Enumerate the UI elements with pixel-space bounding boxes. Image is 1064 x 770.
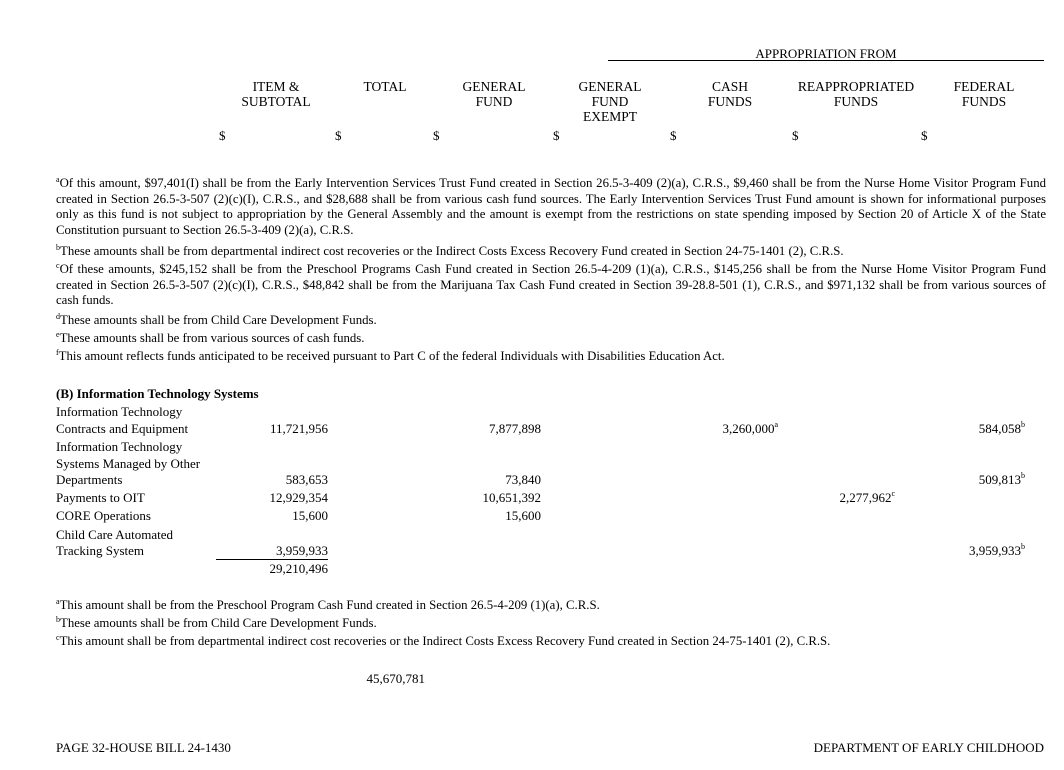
dollar-sign-gfe: $ [553, 128, 560, 143]
footnote-a: $^a$Of this amount, $97,401(I) shall be from the Early Intervention Services Trust Fund created in Section 26.5-3-409 (2)(a), C.R.S., $9,460 shall be from the Nurse Home Visitor Program Fund created in Section 26.5-3-507 (2)(c)(I), C.R.S., and $28,688 shall be from various cash fund sources. The Early Intervention Services Trust Fund amount is shown for informational purposes only as this fund is not subject to appropriation by the General Assembly and the amount is exempt from the restrictions on state spending imposed by Section 20 of Article X of the State Constitution pursuant to Section 26.5-3-409 (2)(a), C.R.S. [56, 175, 1046, 237]
header-item-subtotal: ITEM & SUBTOTAL [241, 79, 311, 109]
header-reappropriated-funds: REAPPROPRIATED FUNDS [797, 79, 915, 109]
grand-total: 45,670,781 [366, 671, 425, 686]
it-other-item-amount: 583,653 [285, 472, 328, 487]
footnote-b-c: $^c$This amount shall be from departmental indirect cost recoveries or the Indirect Costs Excess Recovery Fund created in Section 24-75-1401 (2), C.R.S. [56, 633, 831, 648]
payments-oit-item-amount: 12,929,354 [269, 490, 328, 505]
footnote-d: $^d$These amounts shall be from Child Care Development Funds. [56, 312, 377, 327]
dollar-sign-reapp: $ [792, 128, 799, 143]
it-contracts-general-amount: 7,877,898 [489, 421, 541, 436]
appropriation-rule [608, 60, 1044, 61]
it-contracts-federal-amount: 584,058$^b$ [978, 420, 1025, 436]
section-b-subtotal: 29,210,496 [269, 561, 328, 576]
appropriation-from-heading: APPROPRIATION FROM [755, 46, 897, 61]
row-label-it-other-line1: Information Technology [56, 439, 183, 454]
dollar-sign-general: $ [433, 128, 440, 143]
header-federal-funds: FEDERAL FUNDS [953, 79, 1015, 109]
dollar-sign-item: $ [219, 128, 226, 143]
it-other-federal-amount: 509,813$^b$ [978, 471, 1025, 487]
header-general-fund: GENERAL FUND [462, 79, 526, 109]
footnote-b-a: $^a$This amount shall be from the Preschool Program Cash Fund created in Section 26.5-4-209 (1)(a), C.R.S. [56, 597, 600, 612]
payments-oit-reapp-amount: 2,277,962$^c$ [839, 489, 895, 505]
header-cash-funds: CASH FUNDS [707, 79, 753, 109]
core-operations-item-amount: 15,600 [292, 508, 328, 523]
it-contracts-item-amount: 11,721,956 [269, 421, 328, 436]
footnote-c: $^c$Of these amounts, $245,152 shall be from the Preschool Programs Cash Fund created in Section 26.5-4-209 (1)(a), C.R.S., $145,256 shall be from the Nurse Home Visitor Program Fund created in Section 26.5-3-507 (2)(c)(I), C.R.S., $48,842 shall be from the Marijuana Tax Cash Fund created in Section 39-28.8-501 (1), C.R.S., and $971,132 shall be from various sources of cash funds. [56, 261, 1046, 307]
footnote-e: $^e$These amounts shall be from various sources of cash funds. [56, 330, 365, 345]
page-footer-right: DEPARTMENT OF EARLY CHILDHOOD [813, 740, 1044, 755]
footnote-b-b: $^b$These amounts shall be from Child Care Development Funds. [56, 615, 377, 630]
footnote-f: $^f$This amount reflects funds anticipated to be received pursuant to Part C of the federal Individuals with Disabilities Education Act. [56, 348, 725, 363]
row-label-ccats-line2: Tracking System [56, 543, 144, 558]
row-label-payments-oit: Payments to OIT [56, 490, 145, 505]
row-label-core-operations: CORE Operations [56, 508, 151, 523]
it-contracts-cash-amount: 3,260,000$^a$ [722, 420, 778, 436]
row-label-it-contracts-line1: Information Technology [56, 404, 183, 419]
core-operations-general-amount: 15,600 [505, 508, 541, 523]
subtotal-rule [216, 559, 328, 560]
row-label-it-contracts-line2: Contracts and Equipment [56, 421, 189, 436]
payments-oit-general-amount: 10,651,392 [482, 490, 541, 505]
header-general-fund-exempt: GENERAL FUND EXEMPT [578, 79, 642, 124]
row-label-ccats-line1: Child Care Automated [56, 527, 173, 542]
ccats-federal-amount: 3,959,933$^b$ [969, 542, 1025, 558]
dollar-sign-federal: $ [921, 128, 928, 143]
ccats-item-amount: 3,959,933 [276, 543, 328, 558]
page-footer-left: PAGE 32-HOUSE BILL 24-1430 [56, 740, 231, 755]
footnote-b: $^b$These amounts shall be from departmental indirect cost recoveries or the Indirect Costs Excess Recovery Fund created in Section 24-75-1401 (2), C.R.S. [56, 243, 844, 258]
dollar-sign-total: $ [335, 128, 342, 143]
header-total: TOTAL [363, 79, 407, 94]
row-label-it-other-line2: Systems Managed by Other [56, 456, 201, 471]
row-label-it-other-line3: Departments [56, 472, 123, 487]
dollar-sign-cash: $ [670, 128, 677, 143]
it-other-general-amount: 73,840 [505, 472, 541, 487]
section-b-title: (B) Information Technology Systems [56, 386, 259, 401]
